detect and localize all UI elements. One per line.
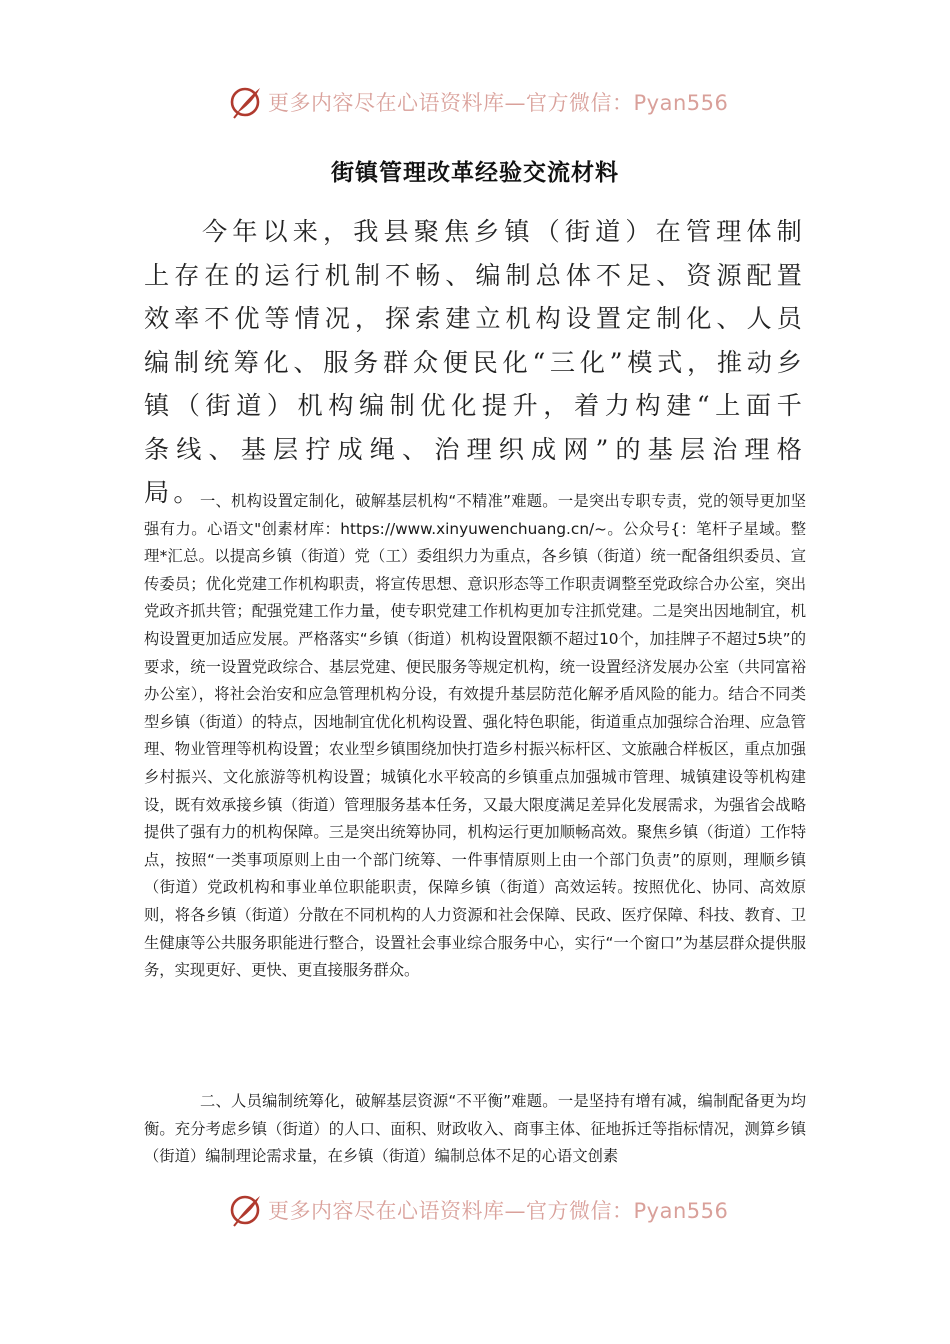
body-paragraph: 一、机构设置定制化，破解基层机构“不精准”难题。一是突出专职专责，党的领导更加坚强有力。心语文"创素材库：https://www.xinyuwenchuang.cn/~。公众号{：笔杆子星域。整理*汇总。以提高乡镇（街道）党（工）委组织力为重点，各乡镇（街道）统一配备组织委员、宣传委员；优化党建工作机构职责，将宣传思想、意识形态等工作职责调整至党政综合办公室，突出党政齐抓共管；配强党建工作力量，使专职党建工作机构更加专注抓党建。二是突出因地制宜，机构设置更加适应发展。严格落实“乡镇（街道）机构设置限额不超过10个，加挂牌子不超过5块”的要求，统一设置党政综合、基层党建、便民服务等规定机构，统一设置经济发展办公室（共同富裕办公室），将社会治安和应急管理机构分设，有效提升基层防范化解矛盾风险的能力。结合不同类型乡镇（街道）的特点，因地制宜优化机构设置、强化特色职能，街道重点加强综合治理、应急管理、物业管理等机构设置；农业型乡镇围绕加快打造乡村振兴标杆区、文旅融合样板区，重点加强乡村振兴、文化旅游等机构设置；城镇化水平较高的乡镇重点加强城市管理、城镇建设等机构建设，既有效承接乡镇（街道）管理服务基本任务，又最大限度满足差异化发展需求，为强省会战略提供了强有力的机构保障。三是突出统筹协同，机构运行更加顺畅高效。聚焦乡镇（街道）工作特点，按照“一类事项原则上由一个部门统筹、一件事情原则上由一个部门负责”的原则，理顺乡镇（街道）党政机构和事业单位职能职责，保障乡镇（街道）高效运转。按照优化、协同、高效原则，将各乡镇（街道）分散在不同机构的人力资源和社会保障、民政、医疗保障、科技、教育、卫生健康等公共服务职能进行整合，设置社会事业综合服务中心，实行“一个窗口”为基层群众提供服务，实现更好、更快、更直接服务群众。 xyxy=(144,492,806,980)
footer-watermark-banner xyxy=(228,1190,748,1230)
watermark-text: 更多内容尽在心语资料库—官方微信：Pyan556 xyxy=(268,91,729,115)
quill-pen-logo-icon xyxy=(228,84,264,120)
watermark-text: 更多内容尽在心语资料库—官方微信：Pyan556 xyxy=(268,1199,729,1223)
body-paragraph: 二、人员编制统筹化，破解基层资源“不平衡”难题。一是坚持有增有减，编制配备更为均衡。充分考虑乡镇（街道）的人口、面积、财政收入、商事主体、征地拆迁等指标情况，测算乡镇（街道）编制理论需求量，在乡镇（街道）编制总体不足的心语文创素 xyxy=(144,1092,806,1166)
document-title: 街镇管理改革经验交流材料 xyxy=(331,159,619,186)
quill-pen-logo-icon xyxy=(228,1192,264,1228)
lead-paragraph: 今年以来，我县聚焦乡镇（街道）在管理体制上存在的运行机制不畅、编制总体不足、资源配置效率不优等情况，探索建立机构设置定制化、人员编制统筹化、服务群众便民化“三化”模式，推动乡镇（街道）机构编制优化提升，着力构建“上面千条线、基层拧成绳、治理织成网”的基层治理格局。 xyxy=(144,217,806,507)
header-watermark-banner xyxy=(228,82,748,122)
